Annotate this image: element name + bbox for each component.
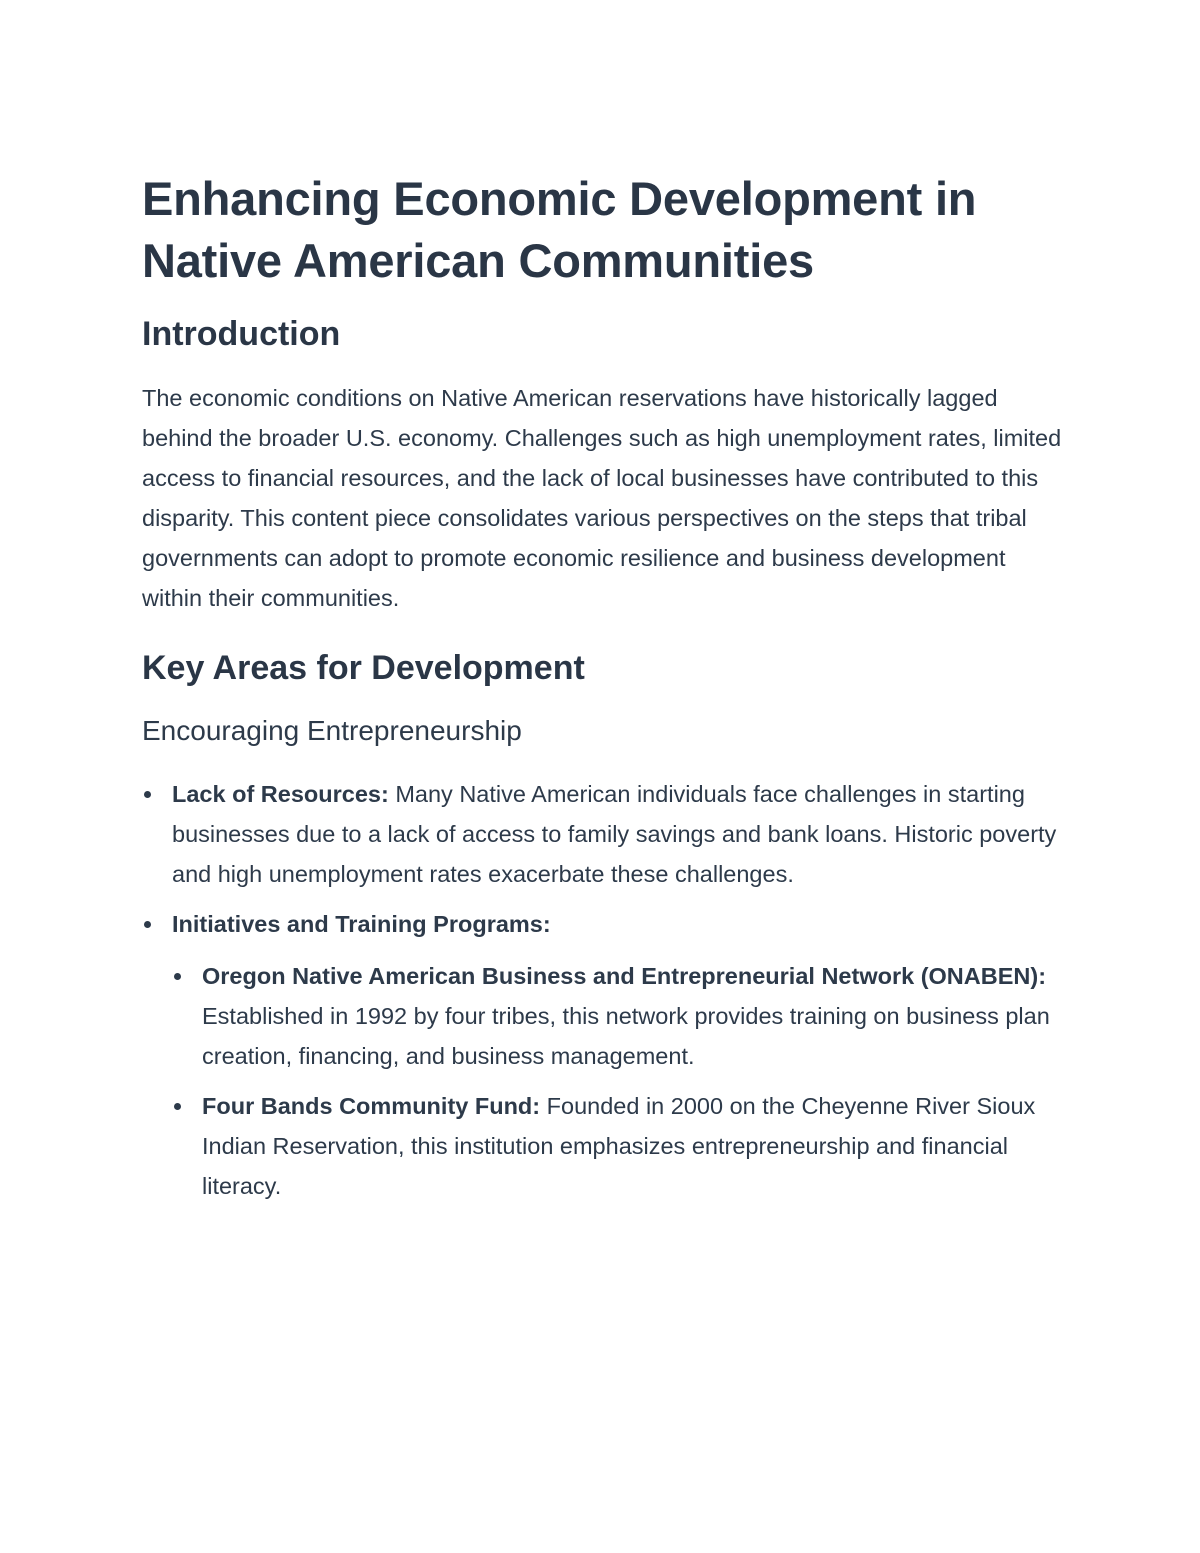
- list-item: [172, 1086, 1072, 1206]
- list-item-text: Established in 1992 by four tribes, this network provides training on business plan creation, financing, and business management.: [202, 1003, 1050, 1069]
- list-item-label: Lack of Resources:: [172, 781, 389, 807]
- key-areas-heading: Key Areas for Development: [142, 649, 585, 687]
- initiatives-list: [172, 956, 1072, 1206]
- list-item-label: Oregon Native American Business and Entrepreneurial Network (ONABEN):: [202, 963, 1047, 989]
- bullet-icon: [144, 921, 151, 928]
- list-item: [142, 774, 1072, 894]
- introduction-heading: Introduction: [142, 315, 341, 353]
- document-page: [142, 168, 1072, 1216]
- list-item-text: Many Native American individuals face challenges in starting businesses due to a lack of access to family savings and bank loans. Historic poverty and high unemployment rates exacerbate these challenges.: [172, 781, 1057, 887]
- key-areas-list: [142, 774, 1072, 1206]
- bullet-icon: [144, 791, 151, 798]
- bullet-icon: [174, 1103, 181, 1110]
- list-item-text: Founded in 2000 on the Cheyenne River Sioux Indian Reservation, this institution emphasizes entrepreneurship and financial literacy.: [202, 1093, 1036, 1199]
- list-item: [142, 904, 1072, 1206]
- entrepreneurship-subheading: Encouraging Entrepreneurship: [142, 715, 522, 746]
- introduction-paragraph: The economic conditions on Native American reservations have historically lagged behind the broader U.S. economy. Challenges such as high unemployment rates, limited access to financial resources, and the lack of local businesses have contributed to this disparity. This content piece consolidates various perspectives on the steps that tribal governments can adopt to promote economic resilience and business development within their communities.: [142, 385, 1062, 611]
- list-item: [172, 956, 1072, 1076]
- document-title: Enhancing Economic Development in Native American Communities: [142, 172, 977, 287]
- list-item-label: Initiatives and Training Programs:: [172, 911, 551, 937]
- list-item-label: Four Bands Community Fund:: [202, 1093, 541, 1119]
- bullet-icon: [174, 973, 181, 980]
